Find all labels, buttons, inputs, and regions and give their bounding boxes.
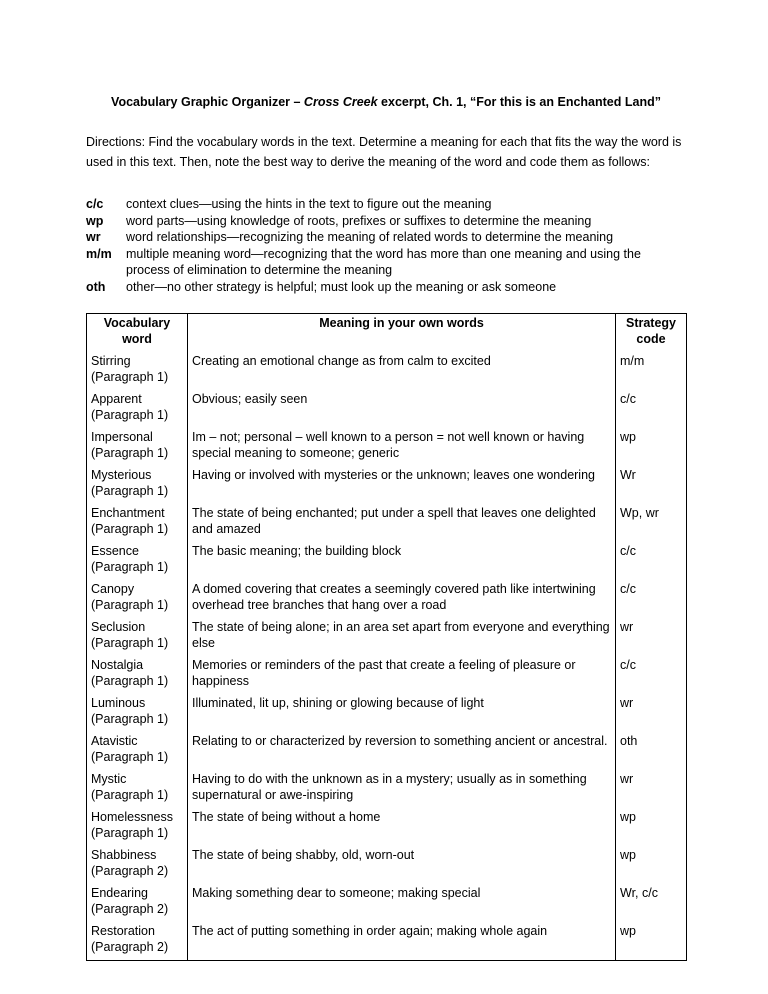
vocab-word-cell	[87, 428, 188, 466]
meaning-text: Creating an emotional change as from calm to excited	[192, 354, 491, 368]
table-row	[87, 352, 687, 390]
table-row	[87, 656, 687, 694]
header-strategy-code: Strategy code	[616, 314, 687, 353]
vocab-paragraph: (Paragraph 1)	[91, 598, 169, 612]
meaning-cell	[188, 922, 616, 960]
table-row	[87, 618, 687, 656]
table-row	[87, 808, 687, 846]
meaning-text: A domed covering that creates a seemingly covered path like intertwining overhead tree branches that hang over a road	[192, 582, 596, 612]
strategy-code-cell	[616, 352, 687, 390]
vocab-word: Homelessness	[91, 810, 173, 824]
strategy-code: Wr, c/c	[620, 886, 658, 900]
vocab-word-cell	[87, 580, 188, 618]
code-item	[86, 213, 686, 230]
meaning-cell	[188, 618, 616, 656]
vocab-paragraph: (Paragraph 1)	[91, 750, 169, 764]
strategy-code-cell	[616, 504, 687, 542]
meaning-text: Having to do with the unknown as in a mystery; usually as in something supernatural or awe-inspiring	[192, 772, 587, 802]
strategy-code-cell	[616, 656, 687, 694]
meaning-cell	[188, 846, 616, 884]
code-item	[86, 229, 686, 246]
strategy-code-cell	[616, 618, 687, 656]
code-desc: multiple meaning word—recognizing that the word has more than one meaning and using the process of elimination to determine the meaning	[126, 246, 641, 277]
vocab-word-cell	[87, 884, 188, 922]
meaning-text: Obvious; easily seen	[192, 392, 308, 406]
vocab-word: Restoration	[91, 924, 155, 938]
vocab-word: Essence	[91, 544, 139, 558]
vocab-paragraph: (Paragraph 1)	[91, 560, 169, 574]
table-row	[87, 846, 687, 884]
meaning-text: Having or involved with mysteries or the unknown; leaves one wondering	[192, 468, 595, 482]
vocab-word-cell	[87, 808, 188, 846]
vocab-paragraph: (Paragraph 1)	[91, 826, 169, 840]
meaning-text: The state of being without a home	[192, 810, 381, 824]
meaning-cell	[188, 504, 616, 542]
vocabulary-table	[86, 313, 687, 961]
strategy-code-cell	[616, 846, 687, 884]
meaning-cell	[188, 770, 616, 808]
vocab-paragraph: (Paragraph 1)	[91, 370, 169, 384]
vocab-word-cell	[87, 732, 188, 770]
vocab-word-cell	[87, 504, 188, 542]
table-header-row	[87, 314, 687, 353]
code-desc: context clues—using the hints in the text to figure out the meaning	[126, 197, 492, 211]
vocab-paragraph: (Paragraph 1)	[91, 788, 169, 802]
vocab-word-cell	[87, 618, 188, 656]
meaning-text: The act of putting something in order again; making whole again	[192, 924, 548, 938]
strategy-code-cell	[616, 542, 687, 580]
vocab-paragraph: (Paragraph 1)	[91, 636, 169, 650]
vocab-paragraph: (Paragraph 2)	[91, 902, 169, 916]
table-row	[87, 428, 687, 466]
vocab-paragraph: (Paragraph 2)	[91, 940, 169, 954]
code-item	[86, 196, 686, 213]
table-row	[87, 580, 687, 618]
meaning-cell	[188, 656, 616, 694]
strategy-code: Wp, wr	[620, 506, 659, 520]
vocab-word: Nostalgia	[91, 658, 144, 672]
strategy-code: c/c	[620, 544, 636, 558]
table-row	[87, 390, 687, 428]
meaning-text: The basic meaning; the building block	[192, 544, 402, 558]
vocab-word-cell	[87, 656, 188, 694]
vocab-paragraph: (Paragraph 1)	[91, 408, 169, 422]
table-row	[87, 694, 687, 732]
meaning-cell	[188, 390, 616, 428]
meaning-cell	[188, 808, 616, 846]
title-italic: Cross Creek	[303, 95, 378, 109]
vocab-word: Impersonal	[91, 430, 153, 444]
strategy-code-cell	[616, 580, 687, 618]
strategy-code-cell	[616, 770, 687, 808]
vocab-word: Atavistic	[91, 734, 138, 748]
meaning-cell	[188, 466, 616, 504]
table-row	[87, 542, 687, 580]
title-prefix: Vocabulary Graphic Organizer –	[111, 95, 304, 109]
vocab-word: Luminous	[91, 696, 146, 710]
strategy-code: wp	[620, 848, 636, 862]
vocab-paragraph: (Paragraph 1)	[91, 712, 169, 726]
meaning-cell	[188, 580, 616, 618]
meaning-cell	[188, 694, 616, 732]
strategy-code: wr	[620, 772, 634, 786]
vocab-paragraph: (Paragraph 1)	[91, 484, 169, 498]
code-desc: other—no other strategy is helpful; must look up the meaning or ask someone	[126, 279, 557, 294]
meaning-cell	[188, 732, 616, 770]
meaning-cell	[188, 352, 616, 390]
strategy-code: c/c	[620, 658, 636, 672]
vocab-word-cell	[87, 922, 188, 960]
meaning-text: Relating to or characterized by reversion to something ancient or ancestral.	[192, 734, 608, 748]
strategy-code: m/m	[620, 354, 645, 368]
strategy-code-list	[86, 196, 686, 295]
vocab-word-cell	[87, 846, 188, 884]
table-row	[87, 732, 687, 770]
code-key: wr	[86, 230, 101, 244]
code-key: oth	[86, 279, 106, 294]
vocab-word-cell	[87, 542, 188, 580]
vocab-word: Enchantment	[91, 506, 165, 520]
code-item	[86, 246, 686, 279]
code-key: c/c	[86, 197, 104, 211]
strategy-code: c/c	[620, 392, 636, 406]
code-item	[86, 279, 686, 296]
table-body	[87, 352, 687, 960]
code-desc: word parts—using knowledge of roots, prefixes or suffixes to determine the meaning	[126, 213, 592, 228]
table-row	[87, 884, 687, 922]
strategy-code: oth	[620, 734, 638, 748]
strategy-code-cell	[616, 390, 687, 428]
meaning-text: Memories or reminders of the past that create a feeling of pleasure or happiness	[192, 658, 576, 688]
vocab-paragraph: (Paragraph 1)	[91, 446, 169, 460]
directions: Directions: Find the vocabulary words in the text. Determine a meaning for each that fits the way the word is used in this text. Then, note the best way to derive the meaning of the word and code them as follows:	[86, 135, 682, 169]
strategy-code: Wr	[620, 468, 636, 482]
vocab-word: Mysterious	[91, 468, 152, 482]
meaning-text: Illuminated, lit up, shining or glowing because of light	[192, 696, 484, 710]
vocab-word: Stirring	[91, 354, 131, 368]
vocab-word: Mystic	[91, 772, 127, 786]
strategy-code-cell	[616, 694, 687, 732]
vocab-word-cell	[87, 352, 188, 390]
table-row	[87, 770, 687, 808]
table-row	[87, 922, 687, 960]
code-key: m/m	[86, 246, 112, 261]
header-vocabulary-word: Vocabulary word	[87, 314, 188, 353]
meaning-cell	[188, 428, 616, 466]
strategy-code-cell	[616, 732, 687, 770]
strategy-code: wr	[620, 620, 634, 634]
table-row	[87, 466, 687, 504]
strategy-code-cell	[616, 428, 687, 466]
meaning-cell	[188, 884, 616, 922]
vocab-paragraph: (Paragraph 1)	[91, 522, 169, 536]
document-title	[86, 94, 686, 110]
vocab-word: Apparent	[91, 392, 142, 406]
vocab-word-cell	[87, 466, 188, 504]
vocab-word: Shabbiness	[91, 848, 157, 862]
title-suffix: excerpt, Ch. 1, “For this is an Enchanted Land”	[377, 95, 661, 109]
vocab-word: Endearing	[91, 886, 148, 900]
vocab-paragraph: (Paragraph 2)	[91, 864, 169, 878]
strategy-code: c/c	[620, 582, 636, 596]
meaning-text: Making something dear to someone; making special	[192, 886, 481, 900]
strategy-code: wr	[620, 696, 634, 710]
vocab-word-cell	[87, 770, 188, 808]
vocab-word-cell	[87, 694, 188, 732]
code-key: wp	[86, 213, 104, 228]
strategy-code-cell	[616, 884, 687, 922]
vocab-word: Canopy	[91, 582, 135, 596]
meaning-text: Im – not; personal – well known to a person = not well known or having special meaning to someone; generic	[192, 430, 585, 460]
strategy-code: wp	[620, 924, 636, 938]
table-row	[87, 504, 687, 542]
meaning-text: The state of being alone; in an area set apart from everyone and everything else	[192, 620, 610, 650]
meaning-text: The state of being shabby, old, worn-out	[192, 848, 415, 862]
meaning-cell	[188, 542, 616, 580]
strategy-code: wp	[620, 430, 636, 444]
strategy-code-cell	[616, 466, 687, 504]
vocab-paragraph: (Paragraph 1)	[91, 674, 169, 688]
header-meaning: Meaning in your own words	[188, 314, 616, 353]
meaning-text: The state of being enchanted; put under a spell that leaves one delighted and amazed	[192, 506, 596, 536]
vocab-word: Seclusion	[91, 620, 146, 634]
strategy-code-cell	[616, 808, 687, 846]
strategy-code: wp	[620, 810, 636, 824]
vocab-word-cell	[87, 390, 188, 428]
strategy-code-cell	[616, 922, 687, 960]
code-desc: word relationships—recognizing the meaning of related words to determine the meaning	[126, 230, 614, 244]
